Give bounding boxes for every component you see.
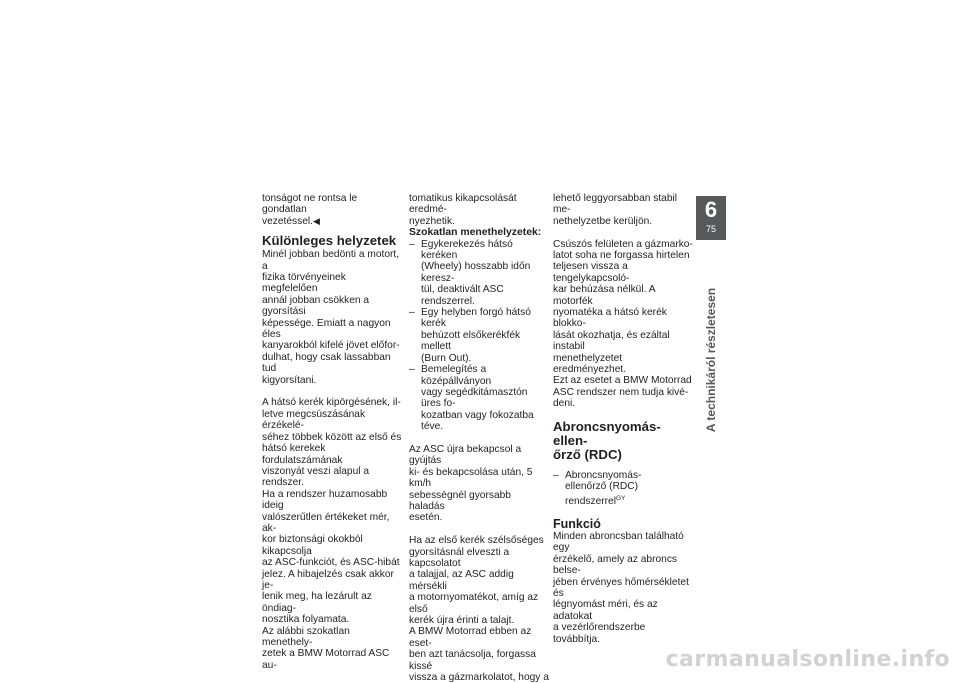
dash-bullet: – (409, 307, 415, 319)
list-item: – Abroncsnyomás- ellenőrző (RDC) rendszerrel$^{GY}$ (553, 469, 642, 507)
dash-bullet: – (409, 238, 415, 250)
paragraph-wheel-spin: A hátsó kerék kipörgésének, il- letve megcsúszásának érzékelé- séhez többek között az első és hátsó kerekek fordulatszámának viszonyát veszi alapul a rendszer. Ha a rendszer huzamosabb ideig valószerűtlen értékeket mér, ak- kor biztonsági okokból kikapcsolja az ASC-funkciót, és ASC-hibát jelez. A hibajelzés csak akkor je- lenik meg, ha lezárult az öndiag- nosztika folyamata. Az alábbi szokatlan menethely- zetek a BMW Motorrad ASC au- (262, 397, 402, 671)
text-column-3 (553, 193, 693, 645)
list-item: – Egykerekezés hátsó keréken (Wheely) hosszabb időn keresz- tül, deaktivált ASC rendszerrel. (409, 238, 531, 307)
subheading-function: Funkció (553, 516, 601, 531)
paragraph-front-wheel-lift: Ha az első kerék szélsőséges gyorsításnál elveszti a kapcsolatot a talajjal, az ASC addig mérsékli a motornyomatékot, amíg az első kerék újra érinti a talajt. A BMW Motorrad ebben az eset- ben azt tanácsolja, forgassa kissé vissza a gázmarkolatot, hogy a (409, 535, 549, 683)
paragraph-continuation: tonságot ne rontsa le gondatlan vezetéssel.◀ (262, 193, 358, 227)
paragraph-rdc-function: Minden abroncsban található egy érzékelő, amely az abroncs belse- jében érvényes hőmérsékletet és légnyomást méri, és az adatokat a vezérlőrendszerbe továbbítja. (553, 530, 689, 645)
text-column-1 (262, 193, 402, 671)
section-end-mark: ◀ (312, 215, 320, 226)
paragraph-asc-reactivation: Az ASC újra bekapcsol a gyújtás ki- és bekapcsolása után, 5 km/h sebességnél gyorsabb haladás esetén. (409, 443, 533, 524)
list-item: – Bemelegítés a középállványon vagy segédkitámasztón üres fo- kozatban vagy fokozatba téve. (409, 364, 534, 433)
paragraph-slippery-surface: Csúszós felületen a gázmarko- latot soha ne forgassa hirtelen teljesen vissza a tengelykapcsoló- kar behúzása nélkül. A motorfék nyomatéka a hátsó kerék blokko- lását okozhatja, és ezáltal instabil menethelyzetet eredményezhet. Ezt az esetet a BMW Motorrad ASC rendszer nem tudja kivé- deni. (553, 238, 693, 410)
subheading: Szokatlan menethelyzetek: (409, 227, 542, 239)
page-number: 75 (705, 224, 716, 234)
watermark: carmanualsonline.info (665, 647, 950, 672)
chapter-tab (696, 196, 726, 240)
dash-bullet: – (553, 469, 559, 481)
paragraph-continuation: lehető leggyorsabban stabil me- nethelyzetbe kerüljön. (553, 193, 678, 227)
dash-bullet: – (409, 364, 415, 376)
paragraph-lean-angle: Minél jobban bedönti a motort, a fizika törvényeinek megfelelően annál jobban csökken a gyorsítási képessége. Emiatt a nagyon éles kanyarokból kifelé jövet előfor- dulhat, hogy csak lassabban tud kigyorsítani. (262, 249, 400, 386)
section-heading-rdc: Abroncsnyomás-ellen- őrző (RDC) (553, 418, 661, 462)
list-item: – Egy helyben forgó hátsó kerék behúzott elsőkerékfék mellett (Burn Out). (409, 307, 531, 364)
chapter-title: A technikáról részletesen (704, 287, 718, 433)
chapter-number: 6 (704, 197, 718, 222)
paragraph-continuation: tomatikus kikapcsolását eredmé- nyezhetik. (409, 193, 517, 227)
option-superscript: GY (615, 494, 626, 502)
text-column-2 (409, 193, 549, 683)
section-heading: Különleges helyzetek (262, 233, 397, 249)
